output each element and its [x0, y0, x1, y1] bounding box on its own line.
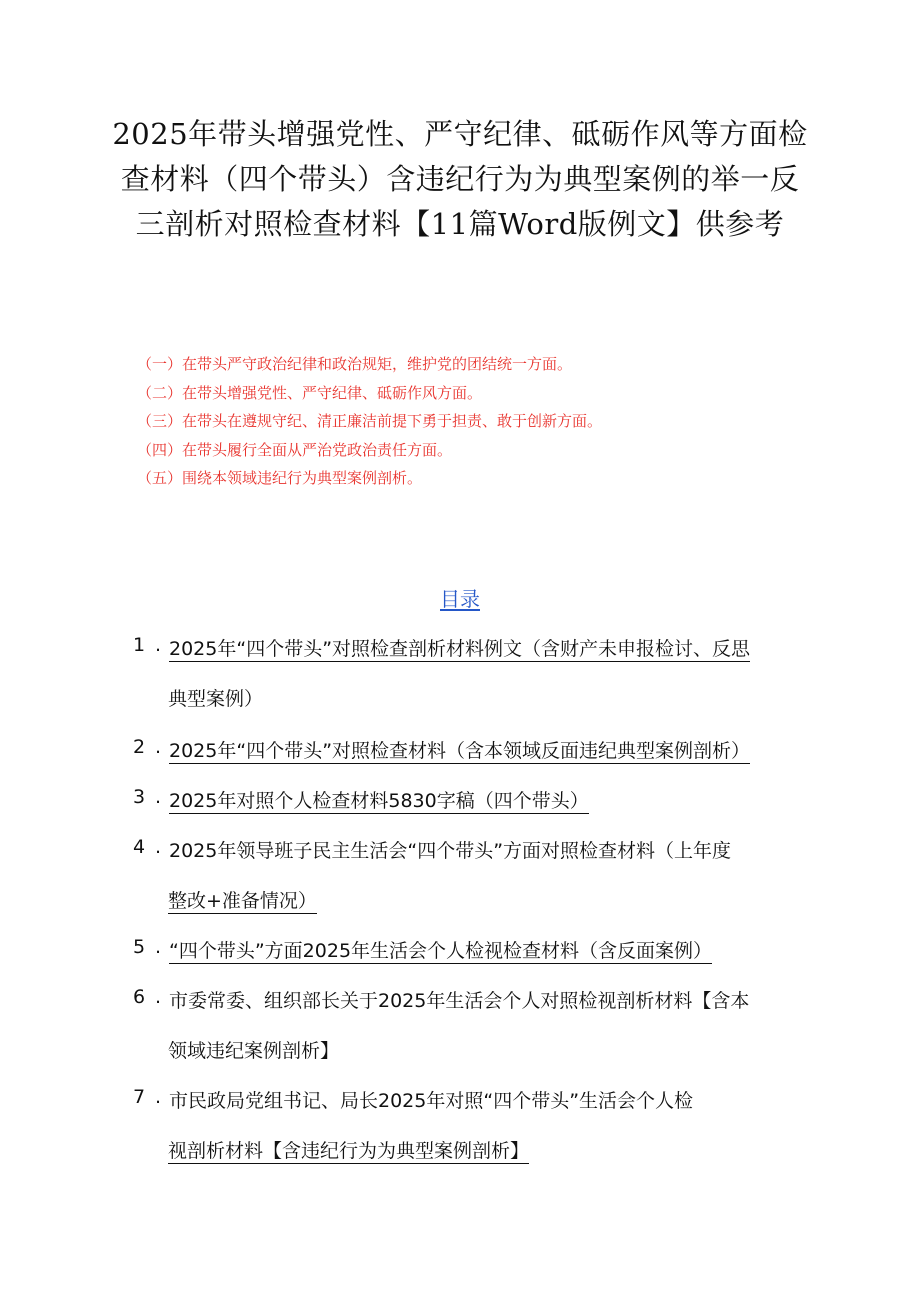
toc-item-text[interactable]: 2025年“四个带头”对照检查材料（含本领域反面违纪典型案例剖析）: [169, 740, 751, 762]
toc-item-continuation[interactable]: [168, 1136, 529, 1163]
outline-item-1: （一）在带头严守政治纪律和政治规矩，维护党的团结统一方面。: [137, 355, 573, 373]
toc-item-dot: .: [155, 786, 162, 808]
toc-item-link[interactable]: [169, 634, 750, 661]
toc-item-text-cont[interactable]: 视剖析材料【含违纪行为为典型案例剖析】: [168, 1140, 530, 1162]
title-line-2: 查材料（四个带头）含违纪行为为典型案例的举一反: [120, 162, 800, 196]
toc-heading: [0, 584, 920, 614]
toc-item-dot: .: [155, 1086, 162, 1108]
toc-item-text[interactable]: 2025年对照个人检查材料5830字稿（四个带头）: [169, 790, 589, 812]
toc-item-link[interactable]: [169, 986, 749, 1013]
toc-item-3[interactable]: [133, 786, 833, 816]
toc-item-text[interactable]: 2025年“四个带头”对照检查剖析材料例文（含财产未申报检讨、反思: [169, 638, 751, 660]
document-title: [110, 112, 810, 247]
toc-item-continuation[interactable]: [168, 886, 317, 913]
toc-item-dot: .: [155, 736, 162, 758]
outline-item-4: （四）在带头履行全面从严治党政治责任方面。: [137, 440, 453, 459]
toc-item-7[interactable]: [133, 1086, 833, 1166]
toc-item-link[interactable]: [169, 1086, 693, 1113]
toc-item-number: 6: [133, 986, 146, 1008]
toc-item-number: 4: [133, 836, 146, 858]
toc-item-6[interactable]: [133, 986, 833, 1066]
outline-item-2: （二）在带头增强党性、严守纪律、砥砺作风方面。: [137, 383, 483, 402]
toc-item-link[interactable]: [169, 936, 712, 963]
title-line-1: 2025年带头增强党性、严守纪律、砥砺作风等方面检: [112, 117, 808, 151]
toc-item-number: 1: [133, 634, 146, 656]
outline-item-5: （五）围绕本领域违纪行为典型案例剖析。: [137, 469, 423, 487]
outline-item-3: （三）在带头在遵规守纪、清正廉洁前提下勇于担责、敢于创新方面。: [137, 412, 603, 430]
toc-heading-link[interactable]: 目录: [440, 587, 480, 611]
toc-item-dot: .: [155, 986, 162, 1008]
toc-item-text-cont[interactable]: 整改+准备情况）: [168, 890, 317, 912]
toc-item-2[interactable]: [133, 736, 833, 766]
toc-item-link[interactable]: [169, 786, 589, 813]
toc-item-text[interactable]: “四个带头”方面2025年生活会个人检视检查材料（含反面案例）: [169, 940, 713, 962]
toc-item-text[interactable]: 市委常委、组织部长关于2025年生活会个人对照检视剖析材料【含本: [169, 990, 750, 1012]
toc-item-dot: .: [155, 634, 162, 656]
toc-item-text[interactable]: 2025年领导班子民主生活会“四个带头”方面对照检查材料（上年度: [169, 840, 732, 862]
toc-item-5[interactable]: [133, 936, 833, 966]
toc-item-number: 2: [133, 736, 146, 758]
toc-item-number: 3: [133, 786, 146, 808]
toc-item-number: 5: [133, 936, 146, 958]
toc-item-1[interactable]: [133, 634, 833, 714]
toc-item-link[interactable]: [169, 736, 750, 763]
toc-item-dot: .: [155, 936, 162, 958]
toc-item-continuation: 典型案例）: [168, 688, 264, 710]
outline-list: [137, 350, 837, 493]
title-line-3: 三剖析对照检查材料【11篇Word版例文】供参考: [135, 207, 785, 241]
toc-item-number: 7: [133, 1086, 146, 1108]
toc-item-link[interactable]: [169, 836, 731, 863]
toc-item-continuation: 领域违纪案例剖析】: [168, 1040, 340, 1062]
toc-item-text[interactable]: 市民政局党组书记、局长2025年对照“四个带头”生活会个人检: [169, 1090, 694, 1112]
toc-item-dot: .: [155, 836, 162, 858]
toc-item-4[interactable]: [133, 836, 833, 916]
